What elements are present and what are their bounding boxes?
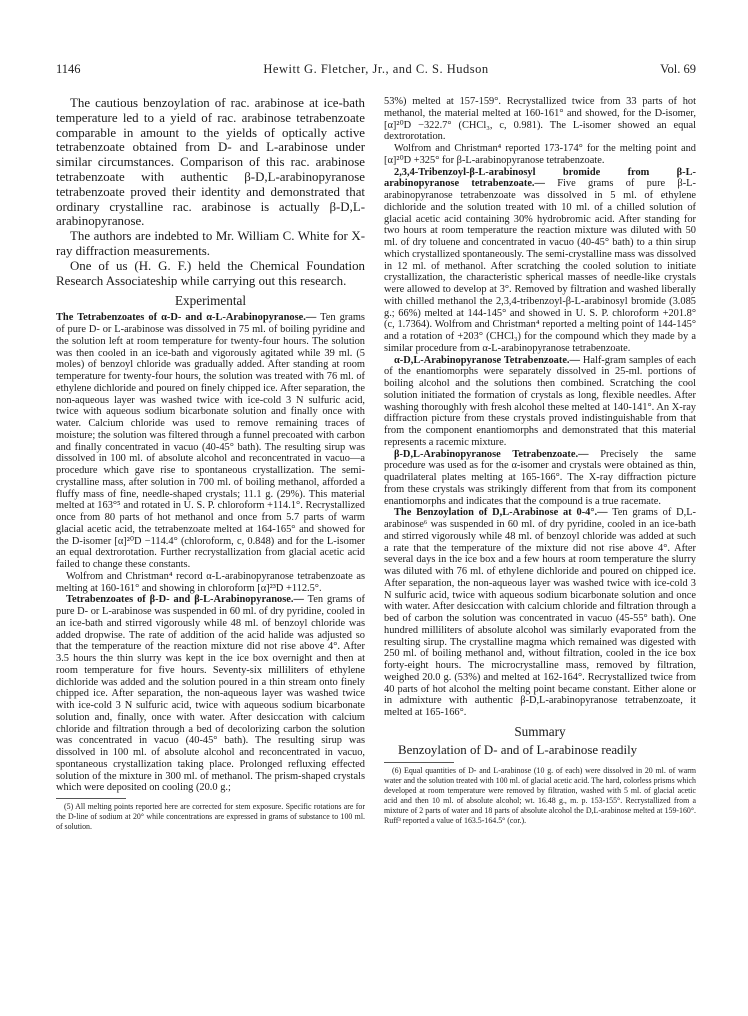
- associateship-paragraph: One of us (H. G. F.) held the Chemical Foundation Research Associateship while carrying out this research.: [56, 258, 365, 288]
- page-number: 1146: [56, 62, 81, 76]
- acknowledgement-paragraph: The authors are indebted to Mr. William C. White for X-ray diffraction measurements.: [56, 229, 365, 258]
- paragraph-text: Wolfrom and Christman⁴ reported 173-174° for the melting point and [α]²⁰D +325° for β-L-arabinopyranose tetrabenzoate.: [384, 143, 696, 166]
- left-column: [56, 96, 365, 832]
- paragraph-text: Ten grams of pure D- or L-arabinose was dissolved in 75 ml. of boiling pyridine and the solution left at room temperature for twenty-four hours. The solution was then cooled in an ice-bath and vigorously agitated while 39 ml. (5 moles) of benzoyl chloride was gradually added. After standing at room temperature for twenty-four hours, the solution was treated with 76 ml. of ethylene dichloride and poured on finely chipped ice. After separation, the non-aqueous layer was washed twice with ice-cold 3 N sulfuric acid, twice with aqueous sodium bicarbonate solution and finally once with water. Calcium chloride was used to remove remaining traces of moisture; the solution was filtered through a funnel precoated with carbon and finally concentrated in vacuo (40-45° bath). The resulting sirup was dissolved in 100 ml. of absolute alcohol and reconcentrated in vacuo—a procedure which gave rise to spontaneous crystallization. The semi-crystalline mass, after solution in 700 ml. of boiling methanol, afforded a fluffy mass of fine, needle-shaped crystals; 11.1 g. (29%). This material melted at 163°⁵ and rotated in U. S. P. chloroform +114.1°. Recrystallized once from 80 parts of hot methanol and once from 5.7 parts of warm glacial acetic acid, the tetrabenzoate melted at 164-165° and showed for the D-isomer [α]²⁰D −114.4° (chloroform, c, 0.848) and for the L-isomer an equal dextrorotation. Further recrystallization from glacial acetic acid failed to change these constants.: [56, 312, 365, 571]
- alpha-racemate-paragraph: [384, 355, 696, 449]
- paragraph-text: Ten grams of D,L-arabinose⁶ was suspended in 60 ml. of dry pyridine, cooled in an ice-bath and stirred vigorously while 48 ml. of benzoyl chloride was added at such a rate that the temperature of the mixture did not rise above 4°. After several days in the ice box and a few hours at room temperature the slurry was diluted with 76 ml. of ethylene dichloride and poured on chipped ice. After separation, the non-aqueous layer was washed twice with ice-cold 3 N sulfuric acid, twice with aqueous sodium bicarbonate solution and once with water. After desiccation with calcium chloride and filtration through a bed of carbon the solution was concentrated in vacuo (45-55° bath). One hundred milliliters of absolute alcohol was similarly evaporated from the resulting sirup. The crystalline magma which remained was digested with 250 ml. of boiling methanol and, without filtration, cooled in the ice box forty-eight hours. The microcrystalline mass, removed by filtration, weighed 20.0 g. (53%) and melted at 162-164°. Recrystallized twice from 40 parts of hot alcohol the melting point became constant. Either alone or in admixture with authentic β-D,L-arabinopyranose tetrabenzoate, it melted at 165-166°.: [384, 507, 696, 718]
- footnote-5: (5) All melting points reported here are corrected for stem exposure. Specific rotations are for the D-line of sodium at 20° while concentrations are expressed in grams of substance to 100 ml. of solution.: [56, 802, 365, 832]
- paragraph-text: Five grams of pure β-L-arabinopyranose tetrabenzoate was dissolved in 5 ml. of ethylene dichloride and the solution treated with 10 ml. of a chilled solution of glacial acetic acid containing 30% hydrobromic acid. After standing for two hours at room temperature the reaction mixture was diluted with 50 ml. of dry toluene and concentrated in vacuo (40-45° bath) to a thin sirup which crystallized spontaneously. The semi-crystalline mass was dissolved in 12 ml. of methanol. After scratching the cooled solution to initiate crystallization, the characteristic spherical masses of needle-like crystals were allowed to develop at 3°. Removed by filtration and washed liberally with chilled methanol the 2,3,4-tribenzoyl-β-L-arabinosyl bromide (3.085 g.; 66%) melted at 144-145° and showed in U. S. P. chloroform +201.8° (c, 1.7364). Wolfrom and Christman⁴ reported a melting point of 144-145° and a rotation of +203° (CHCl₃) for the compound which they made by a similar procedure from α-L-arabinopyranose tetrabenzoate.: [384, 178, 696, 354]
- experimental-paragraph: [56, 571, 365, 595]
- experimental-heading: Experimental: [174, 293, 247, 309]
- paragraph-text: Ten grams of pure D- or L-arabinose was suspended in 60 ml. of dry pyridine, cooled in an ice-bath and stirred vigorously while 48 ml. of benzoyl chloride was added dropwise. The rate of addition of the acid halide was adjusted so that the temperature of the reaction mixture did not rise above 4°. After 3.5 hours the thin slurry was kept in the ice box overnight and then at room temperature for five hours. Seventy-six milliliters of ethylene dichloride was added and the solution poured in a thin stream onto finely chipped ice. After separation, the non-aqueous layer was washed twice with ice-cold 3 N sulfuric acid, twice with aqueous sodium bicarbonate solution and, finally, once with water. After desiccation with calcium chloride and filtration through a bed of decolorizing carbon the solution was concentrated in vacuo (40-45° bath). The resulting sirup was dissolved in 100 ml. of absolute alcohol and reconcentrated in vacuo, spontaneous crystallization taking place. Prolonged refluxing effected solution of the mixture in 300 ml. of methanol. The prism-shaped crystals which were deposited on cooling (20.0 g.;: [56, 594, 365, 794]
- summary-paragraph: Benzoylation of D- and of L-arabinose readily: [398, 742, 638, 757]
- volume-label: Vol. 69: [660, 62, 696, 76]
- footnote-rule: [384, 762, 454, 763]
- paragraph-text: Precisely the same procedure was used as for the α-isomer and crystals were obtained as thin, quadrilateral plates melting at 165-166°. The X-ray diffraction picture from these crystals was strikingly different from that from its component enantiomorphs and indicates that the compound is a true racemate.: [384, 448, 696, 507]
- paragraph-run-in-heading: Tetrabenzoates of β-D- and β-L-Arabinopyranose.—: [66, 594, 304, 606]
- summary-heading: Summary: [514, 723, 566, 739]
- footnote-rule: [56, 798, 126, 799]
- bromide-paragraph: [384, 167, 696, 355]
- wolfrom-note-paragraph: [384, 143, 696, 167]
- experimental-paragraph: [56, 594, 365, 794]
- paragraph-run-in-heading: The Tetrabenzoates of α-D- and α-L-Arabinopyranose.—: [56, 312, 317, 324]
- paragraph-run-in-heading: α-D,L-Arabinopyranose Tetrabenzoate.—: [394, 354, 580, 366]
- racemic-benzoylation-paragraph: [384, 507, 696, 719]
- footnote-6: (6) Equal quantities of D- and L-arabinose (10 g. of each) were dissolved in 20 ml. of warm water and the solution treated with 100 ml. of glacial acetic acid. The hard, colorless prisms which developed at room temperature were removed by filtration, washed with 5 ml. of glacial acetic acid and then 10 ml. of absolute alcohol; wt. 16.48 g., m. p. 153-155°. Recrystallized from a mixture of 2 parts of water and 18 parts of absolute alcohol the D,L-arabinose melted at 159-160°. Ruff³ reported a value of 163.5-164.5° (cor.).: [384, 765, 696, 825]
- paragraph-run-in-heading: The Benzoylation of D,L-Arabinose at 0-4°.—: [394, 507, 608, 519]
- paragraph-text: Wolfrom and Christman⁴ record α-L-arabinopyranose tetrabenzoate as melting at 160-161° and showing in chloroform [α]²³D +112.5°.: [56, 570, 365, 594]
- intro-paragraph: The cautious benzoylation of rac. arabinose at ice-bath temperature led to a yield of rac. arabinose tetrabenzoate comparable in amount to the yields of optically active tetrabenzoate obtained from D- and L-arabinose under similar circumstances. Comparison of this rac. arabinose tetrabenzoate with authentic β-D,L-arabinopyranose tetrabenzoate proved their identity and demonstrated that ordinary crystalline rac. arabinose is actually β-D,L-arabinopyranose.: [56, 96, 365, 229]
- paragraph-text: Half-gram samples of each of the enantiomorphs were separately dissolved in 25-ml. portions of boiling alcohol and the solutions then combined. Scratching the cool solution initiated the formation of crystals as long, flexible needles. After washing thoroughly with fresh alcohol these melted at 140-141°. An X-ray diffraction picture from these crystals proved indistinguishable from that from the component enantiomorphs and demonstrated that this material represents a racemic mixture.: [384, 354, 696, 448]
- beta-racemate-paragraph: [384, 449, 696, 508]
- paragraph-text: 53%) melted at 157-159°. Recrystallized twice from 33 parts of hot methanol, the material melted at 160-161° and showed, for the D-isomer, [α]²⁰D −322.7° (CHCl₃, c, 0.981). The L-isomer showed an equal dextrorotation.: [384, 96, 696, 143]
- paragraph-run-in-heading: β-D,L-Arabinopyranose Tetrabenzoate.—: [394, 448, 589, 460]
- running-header: [56, 62, 696, 80]
- continued-paragraph: [384, 96, 696, 143]
- right-column: [384, 96, 696, 826]
- running-title-authors: Hewitt G. Fletcher, Jr., and C. S. Hudson: [263, 62, 489, 76]
- paragraph-run-in-heading: 2,3,4-Tribenzoyl-β-L-arabinosyl bromide from β-L-arabinopyranose tetrabenzoate.—: [384, 166, 696, 190]
- experimental-paragraph: [56, 312, 365, 571]
